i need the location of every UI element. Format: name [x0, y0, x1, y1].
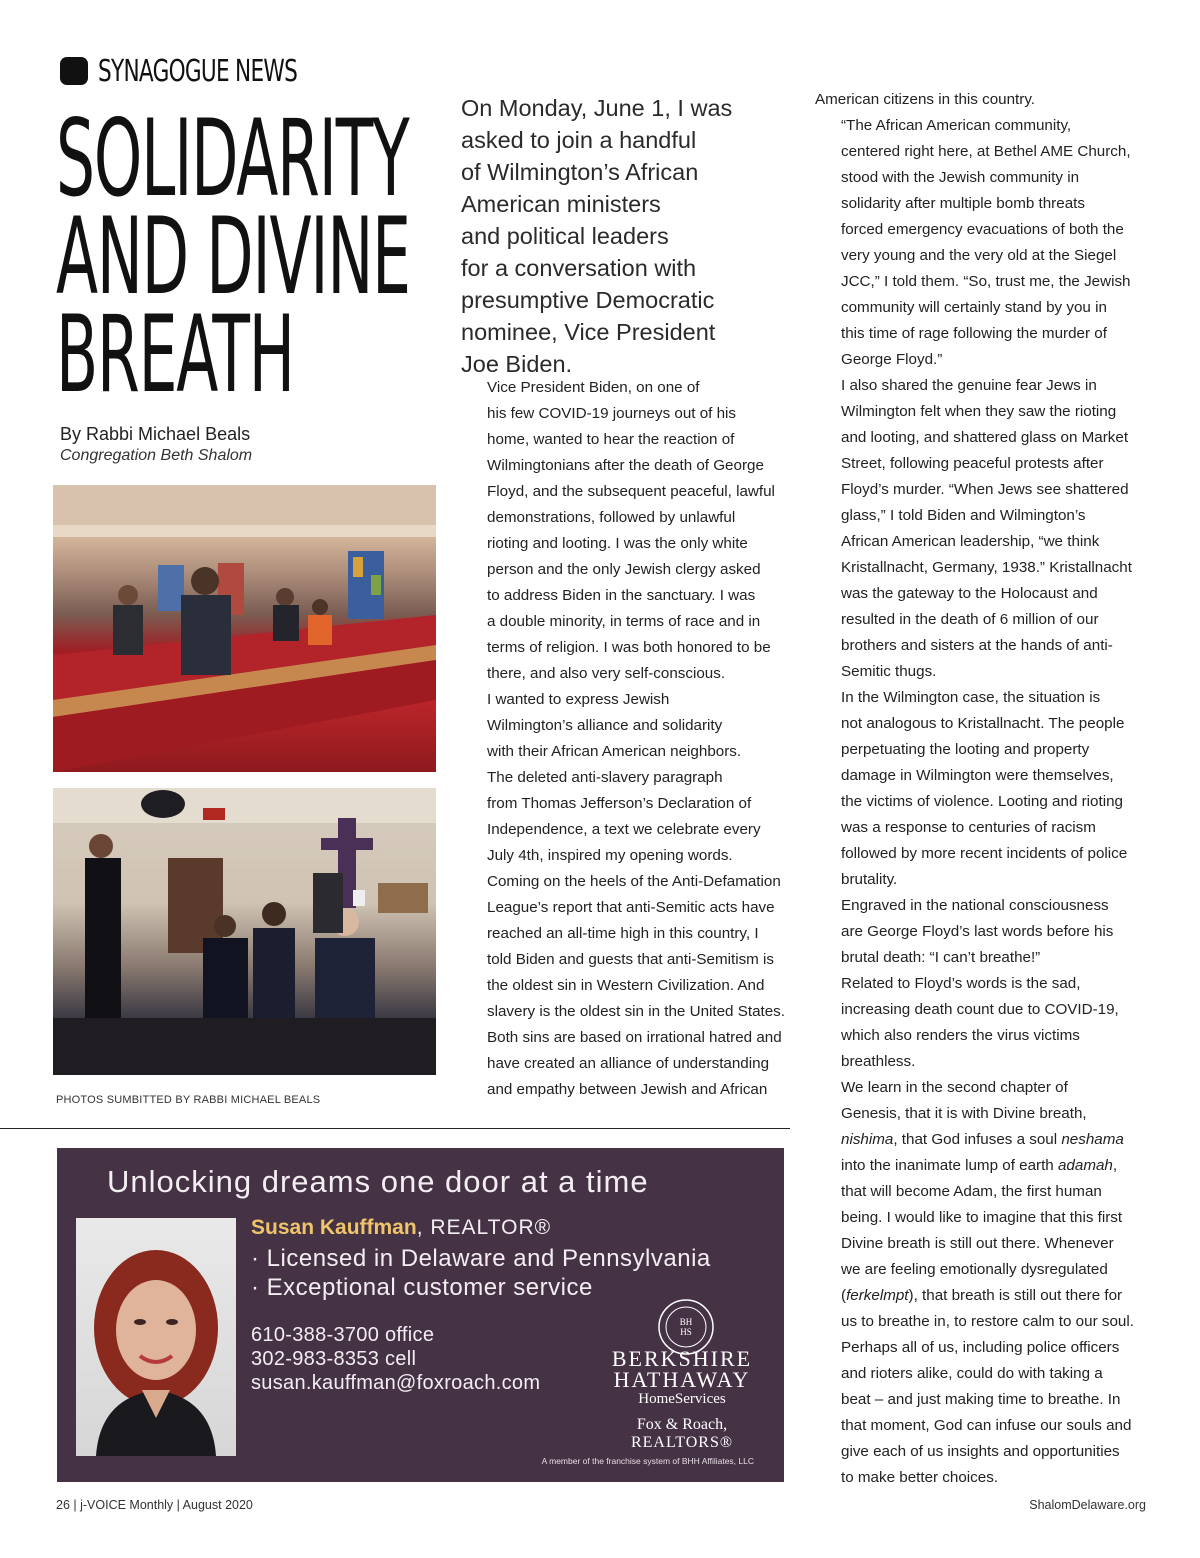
lead-line: asked to join a handful [461, 127, 697, 153]
article-line: slavery is the oldest sin in the United States. [487, 1003, 785, 1020]
article-line: terms of religion. I was both honored to be [487, 639, 771, 656]
lead-line: presumptive Democratic [461, 287, 715, 313]
lead-line: nominee, Vice President [461, 319, 716, 345]
article-line: Wilmington felt when they saw the rioting [841, 403, 1117, 420]
article-line: to make better choices. [841, 1469, 999, 1486]
article-line: Independence, a text we celebrate every [487, 821, 761, 838]
headline [56, 97, 436, 416]
article-line: forced emergency evacuations of both the [841, 221, 1124, 238]
brand-line: REALTORS® [630, 1434, 734, 1451]
ad-disclaimer: A member of the franchise system of BHH Affiliates, LLC [541, 1456, 754, 1466]
ad-bullet: · Licensed in Delaware and Pennsylvania [251, 1245, 711, 1272]
article-line: are George Floyd’s last words before his [841, 923, 1114, 940]
footer-website: ShalomDelaware.org [1029, 1498, 1146, 1512]
article-line: have created an alliance of understanding [487, 1055, 770, 1072]
photo-credit: PHOTOS SUMBITTED BY RABBI MICHAEL BEALS [56, 1094, 321, 1106]
article-line: very young and the very old at the Siegel [841, 247, 1117, 264]
article-column-middle [461, 375, 796, 1103]
article-line: nishima, that God infuses a soul neshama [841, 1131, 1124, 1148]
email-address: susan.kauffman@foxroach.com [251, 1372, 541, 1394]
church-sanctuary-photo [53, 485, 436, 772]
brand-line: BERKSHIRE [611, 1346, 753, 1371]
realtor-name-line [251, 1216, 551, 1240]
article-line: the oldest sin in Western Civilization. And [487, 977, 765, 994]
article-line: The deleted anti-slavery paragraph [487, 769, 723, 786]
article-line: Engraved in the national consciousness [841, 897, 1109, 914]
headline-line: SOLIDARITY [56, 97, 409, 220]
article-line: into the inanimate lump of earth adamah, [841, 1157, 1118, 1174]
lead-line: of Wilmington’s African [461, 159, 699, 185]
brand-line: HomeServices [638, 1391, 726, 1407]
article-line: Wilmingtonians after the death of George [487, 457, 764, 474]
article-line: to address Biden in the sanctuary. I was [487, 587, 756, 604]
article-line: July 4th, inspired my opening words. [487, 847, 733, 864]
lead-line: and political leaders [461, 223, 669, 249]
article-line: brothers and sisters at the hands of anti- [841, 637, 1113, 654]
realtor-title: , REALTOR® [416, 1216, 552, 1239]
article-line: African American leadership, “we think [841, 533, 1100, 550]
article-column-right [815, 87, 1155, 1491]
article-line: told Biden and guests that anti-Semitism is [487, 951, 775, 968]
article-line: increasing death count due to COVID-19, [841, 1001, 1119, 1018]
article-line: damage in Wilmington were themselves, [841, 767, 1114, 784]
article-line: glass,” I told Biden and Wilmington’s [841, 507, 1086, 524]
article-line: brutality. [841, 871, 898, 888]
article-line: followed by more recent incidents of police [841, 845, 1128, 862]
article-line: Street, following peaceful protests after [841, 455, 1104, 472]
lead-line: for a conversation with [461, 255, 697, 281]
article-line: We learn in the second chapter of [841, 1079, 1068, 1096]
article-line: stood with the Jewish community in [841, 169, 1080, 186]
article-line: Floyd’s murder. “When Jews see shattered [841, 481, 1129, 498]
article-line: with their African American neighbors. [487, 743, 742, 760]
article-line: that will become Adam, the first human [841, 1183, 1102, 1200]
affiliation: Congregation Beth Shalom [60, 447, 253, 464]
article-line: beat – and just making time to breathe. In [841, 1391, 1121, 1408]
article-line: us to breathe in, to restore calm to our soul. [841, 1313, 1134, 1330]
lead-line: American ministers [461, 191, 661, 217]
article-line: that moment, God can infuse our souls and [841, 1417, 1132, 1434]
article-line: was the gateway to the Holocaust and [841, 585, 1098, 602]
section-tag [60, 54, 374, 88]
article-line: Vice President Biden, on one of [487, 379, 700, 396]
article-paragraph [815, 685, 1155, 893]
article-line: not analogous to Kristallnacht. The people [841, 715, 1125, 732]
headline-line: BREATH [56, 293, 294, 416]
article-line: centered right here, at Bethel AME Church, [841, 143, 1131, 160]
bhhs-logo [597, 1348, 767, 1452]
article-line: reached an all-time high in this country, I [487, 925, 759, 942]
ad-headline: Unlocking dreams one door at a time [107, 1164, 649, 1199]
article-line: Perhaps all of us, including police officers [841, 1339, 1120, 1356]
article-line: rioting and looting. I was the only white [487, 535, 748, 552]
realtor-advertisement [57, 1148, 784, 1482]
article-line: Both sins are based on irrational hatred and [487, 1029, 782, 1046]
article-line: I wanted to express Jewish [487, 691, 670, 708]
svg-text:HS: HS [680, 1327, 692, 1337]
svg-text:BH: BH [679, 1317, 693, 1327]
byline: By Rabbi Michael Beals [60, 424, 251, 444]
article-line: Genesis, that it is with Divine breath, [841, 1105, 1087, 1122]
article-line: Related to Floyd’s words is the sad, [841, 975, 1081, 992]
article-paragraph [815, 373, 1155, 685]
article-line: I also shared the genuine fear Jews in [841, 377, 1097, 394]
article-line: his few COVID-19 journeys out of his [487, 405, 737, 422]
article-line: give each of us insights and opportunities [841, 1443, 1120, 1460]
article-paragraph [815, 87, 1155, 113]
article-line: Coming on the heels of the Anti-Defamation [487, 873, 781, 890]
article-line: person and the only Jewish clergy asked [487, 561, 761, 578]
brand-line: Fox & Roach, [636, 1416, 728, 1433]
realtor-portrait [76, 1218, 236, 1456]
article-line: George Floyd.” [841, 351, 943, 368]
article-line: we are feeling emotionally dysregulated [841, 1261, 1108, 1278]
article-line: there, and also very self-conscious. [487, 665, 726, 682]
article-line: and looting, and shattered glass on Market [841, 429, 1129, 446]
article-line: being. I would like to imagine that this first [841, 1209, 1123, 1226]
realtor-name: Susan Kauffman [251, 1216, 417, 1239]
article-line: solidarity after multiple bomb threats [841, 195, 1085, 212]
article-paragraph [815, 893, 1155, 971]
article-line: JCC,” I told them. “So, trust me, the Jewish [841, 273, 1131, 290]
lead-paragraph [461, 92, 781, 380]
article-paragraph [461, 687, 796, 1103]
article-line: American citizens in this country. [815, 91, 1036, 108]
phone-office: 610-388-3700 office [251, 1324, 435, 1346]
article-line: the victims of violence. Looting and rioting [841, 793, 1123, 810]
lead-line: Joe Biden. [461, 351, 573, 377]
article-line: was a response to centuries of racism [841, 819, 1096, 836]
article-line: “The African American community, [841, 117, 1072, 134]
article-line: and rioters alike, could do with taking a [841, 1365, 1103, 1382]
article-line: which also renders the virus victims [841, 1027, 1080, 1044]
article-line: (ferkelmpt), that breath is still out there for [841, 1287, 1123, 1304]
article-line: home, wanted to hear the reaction of [487, 431, 735, 448]
article-line: community will certainly stand by you in [841, 299, 1107, 316]
article-line: resulted in the death of 6 million of our [841, 611, 1099, 628]
article-paragraph [815, 971, 1155, 1075]
article-line: League’s report that anti-Semitic acts have [487, 899, 775, 916]
article-line: Floyd, and the subsequent peaceful, lawful [487, 483, 775, 500]
ad-bullet: · Exceptional customer service [251, 1274, 593, 1301]
footer-page-info: 26 | j-VOICE Monthly | August 2020 [56, 1498, 253, 1512]
article-line: Kristallnacht, Germany, 1938.” Kristallnacht [841, 559, 1132, 576]
article-line: this time of rage following the murder of [841, 325, 1107, 342]
article-line: In the Wilmington case, the situation is [841, 689, 1101, 706]
article-line: Divine breath is still out there. Whenever [841, 1235, 1114, 1252]
article-line: perpetuating the looting and property [841, 741, 1090, 758]
article-line: breathless. [841, 1053, 916, 1070]
article-paragraph [815, 1075, 1155, 1491]
article-line: and empathy between Jewish and African [487, 1081, 768, 1098]
ad-divider [0, 1128, 790, 1129]
phone-cell: 302-983-8353 cell [251, 1348, 417, 1370]
article-line: Wilmington’s alliance and solidarity [487, 717, 723, 734]
article-line: demonstrations, followed by unlawful [487, 509, 736, 526]
brand-line: HATHAWAY [613, 1367, 751, 1392]
article-line: a double minority, in terms of race and in [487, 613, 761, 630]
headline-line: AND DIVINE [56, 195, 410, 318]
article-paragraph [815, 113, 1155, 373]
lead-line: On Monday, June 1, I was [461, 95, 733, 121]
section-label: SYNAGOGUE NEWS [98, 53, 298, 89]
article-line: brutal death: “I can’t breathe!” [841, 949, 1041, 966]
article-line: from Thomas Jefferson’s Declaration of [487, 795, 752, 812]
biden-meeting-photo [53, 788, 436, 1075]
article-line: Semitic thugs. [841, 663, 937, 680]
section-square-icon [60, 57, 88, 85]
article-paragraph [461, 375, 796, 687]
